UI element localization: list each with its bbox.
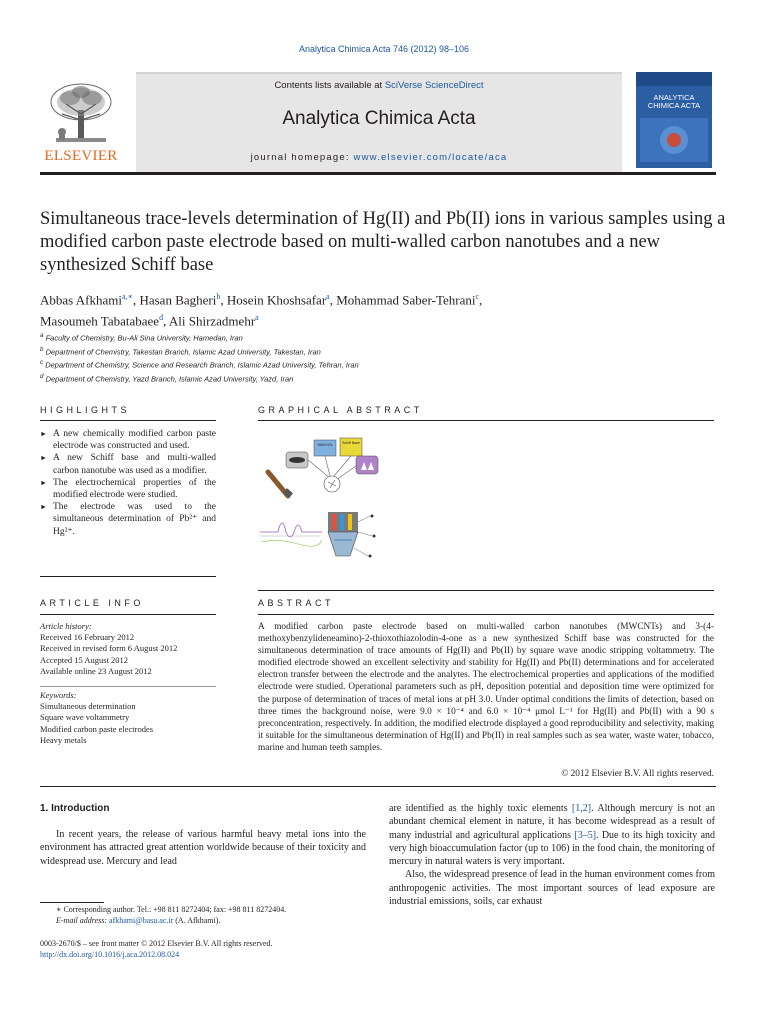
author-separator: , xyxy=(479,292,483,308)
homepage-prefix: journal homepage: xyxy=(250,152,354,163)
journal-homepage-link[interactable]: www.elsevier.com/locate/aca xyxy=(353,152,508,163)
keywords-title: Keywords: xyxy=(40,690,77,700)
author-separator: , xyxy=(163,313,169,329)
paragraph-text: . Due to its high toxicity and very high bioaccumulation factor (up to 106) in the food chain, the monitoring of mercury in natural waters is very important. xyxy=(389,829,716,868)
affiliation-key: c xyxy=(40,359,44,366)
author-affiliation-mark[interactable]: a xyxy=(255,313,259,323)
email-label: E-mail address: xyxy=(56,916,110,925)
reference-link[interactable]: [3–5] xyxy=(574,829,597,841)
author-affiliation-mark[interactable]: a,∗ xyxy=(121,292,133,301)
author-name: Mohammad Saber-Tehrani xyxy=(336,292,476,308)
abstract-text: A modified carbon paste electrode based on multi-walled carbon nanotubes (MWCNTs) and 3-(4-methoxybenzylideneamino)-2-thioxothiazolodin-4-one as a new synthesized Schiff base was constructed for the simultaneous determination of trace amounts of Hg(II) and Pb(II) by square wave anodic stripping voltammetry. The modified electrode showed an excellent selectivity and stability for Hg(II) and Pb(II) determinations and for accelerated electron transfer between the electrode and the analytes. The electrochemical properties and applications of the modified electrode were studied. Operational parameters such as pH, deposition potential and deposition time were optimized for the purpose of determination of traces of metal ions at pH 3.0. Under optimal conditions the limits of detection, based on three times the background noise, were 9.0 × 10⁻⁴ and 6.0 × 10⁻⁴ μmol L⁻¹ for Hg(II) and Pb(II) with a 90 s preconcentration, respectively. In addition, the modified electrode displayed a good reproducibility and selectivity, making it suitable for the simultaneous determination of Hg(II) and Pb(II) in real samples such as sea water, waste water, tobacco, marine and human teeth samples. xyxy=(258,622,715,753)
email-link[interactable]: afkhami@basu.ac.ir xyxy=(109,916,174,925)
article-history xyxy=(40,621,216,677)
contents-prefix: Contents lists available at xyxy=(274,80,385,91)
reference-link[interactable]: [1,2] xyxy=(571,803,592,814)
author-name: Hasan Bagheri xyxy=(139,292,217,308)
article-info-rule xyxy=(40,614,216,615)
affiliation-text: Department of Chemistry, Yazd Branch, Islamic Azad University, Yazd, Iran xyxy=(43,374,294,383)
keywords xyxy=(40,690,216,746)
abstract-bottom-rule xyxy=(40,786,716,787)
highlights-rule xyxy=(40,420,216,421)
article-info-heading: ARTICLE INFO xyxy=(40,598,144,608)
paragraph-text: . Although mercury is not an abundant chemical element in nature, it has become widespread as a result of many industrial and agricultural applications xyxy=(389,803,715,841)
contents-available-line xyxy=(136,80,622,91)
keyword-item: Modified carbon paste electrodes xyxy=(40,723,154,734)
email-line xyxy=(40,915,366,926)
keyword-item: Square wave voltammetry xyxy=(40,712,130,723)
history-entry: Received in revised form 6 August 2012 xyxy=(40,643,178,654)
author-name: Abbas Afkhami xyxy=(40,292,122,308)
highlights-list xyxy=(40,428,216,538)
affiliation-key: d xyxy=(40,372,44,380)
email-suffix: (A. Afkhami). xyxy=(173,916,221,925)
graphical-abstract-rule xyxy=(258,420,714,421)
paragraph-text: are identified as the highly toxic elements xyxy=(389,803,572,814)
affiliation-item xyxy=(40,344,720,358)
journal-homepage-line xyxy=(136,152,622,163)
abstract-heading: ABSTRACT xyxy=(258,598,335,608)
author-affiliation-mark[interactable]: a xyxy=(326,292,330,301)
highlights-bottom-rule xyxy=(40,576,216,577)
affiliation-text: Department of Chemistry, Science and Research Branch, Islamic Azad University, Tehran, Iran xyxy=(43,360,359,370)
front-matter-line: 0003-2670/$ – see front matter © 2012 Elsevier B.V. All rights reserved. xyxy=(40,939,273,948)
journal-cover-thumbnail xyxy=(636,72,712,168)
corresponding-author-footnote xyxy=(40,904,366,926)
highlights-heading: HIGHLIGHTS xyxy=(40,405,131,415)
author-name: Masoumeh Tabatabaee xyxy=(40,313,160,329)
author-affiliation-mark[interactable]: b xyxy=(216,292,221,301)
author-separator: , xyxy=(132,292,140,308)
affiliation-item xyxy=(40,330,720,344)
affiliation-item xyxy=(40,357,720,371)
author-affiliation-mark[interactable]: d xyxy=(159,313,164,323)
history-entry: Received 16 February 2012 xyxy=(40,632,135,643)
corresponding-author-line: ∗ Corresponding author. Tel.: +98 811 8272404; fax: +98 811 8272404. xyxy=(56,905,287,914)
graphical-abstract-figure xyxy=(258,432,388,580)
highlight-item: ► The electrochemical properties of the modified electrode were studied. xyxy=(40,477,216,501)
cover-title-line-2: CHIMICA ACTA xyxy=(647,101,701,110)
affiliation-key: a xyxy=(40,332,44,339)
author-separator: , xyxy=(329,292,337,308)
author-separator: , xyxy=(220,292,227,308)
abstract-rule xyxy=(258,614,714,615)
graphical-abstract-bottom-rule xyxy=(258,590,714,591)
journal-name: Analytica Chimica Acta xyxy=(282,108,476,129)
article-info-divider xyxy=(40,686,216,687)
footnote-rule xyxy=(40,902,104,903)
author-name: Hosein Khoshsafar xyxy=(226,292,327,308)
author-list xyxy=(40,288,720,331)
journal-citation[interactable]: Analytica Chimica Acta 746 (2012) 98–106 xyxy=(298,44,470,54)
history-entry: Accepted 15 August 2012 xyxy=(40,654,129,665)
affiliation-item xyxy=(40,371,720,385)
introduction-paragraph: Also, the widespread presence of lead in the human environment comes from anthropogenic activities. The most important sources of lead exposure are industrial emissions, soils, car exhaust xyxy=(389,869,715,908)
header-rule xyxy=(40,172,716,175)
author-name: Ali Shirzadmehr xyxy=(168,313,256,329)
keyword-item: Heavy metals xyxy=(40,734,87,745)
ga-box-label-schiff: Schiff Base xyxy=(342,441,360,445)
article-title: Simultaneous trace-levels determination of Hg(II) and Pb(II) ions in various samples using a modified carbon paste electrode based on multi-walled carbon nanotubes and a new synthesized Schiff base xyxy=(40,209,726,275)
article-history-title: Article history: xyxy=(40,621,92,631)
issn-block xyxy=(40,938,440,960)
sciencedirect-link[interactable]: SciVerse ScienceDirect xyxy=(384,80,484,91)
cover-title-line-1: ANALYTICA xyxy=(653,93,695,102)
copyright-notice: © 2012 Elsevier B.V. All rights reserved. xyxy=(561,769,714,779)
cover-title xyxy=(640,94,708,110)
affiliation-list xyxy=(40,330,720,384)
affiliation-text: Department of Chemistry, Takestan Branch, Islamic Azad University, Takestan, Iran xyxy=(43,347,321,356)
highlight-item: ► A new Schiff base and multi-walled carbon nanotube was used as a modifier. xyxy=(40,452,216,476)
ga-box-label-mwcnts: MWCNTs xyxy=(317,443,333,447)
introduction-heading: 1. Introduction xyxy=(40,803,110,814)
history-entry: Available online 23 August 2012 xyxy=(40,665,152,676)
doi-link[interactable]: http://dx.doi.org/10.1016/j.aca.2012.08.024 xyxy=(40,950,180,959)
introduction-left-column: In recent years, the release of various harmful heavy metal ions into the environment has attracted great attention worldwide because of their toxicity and widespread use. Mercury and lead xyxy=(40,829,366,867)
elsevier-wordmark: ELSEVIER xyxy=(44,148,118,164)
highlight-item: ► The electrode was used to the simultaneous determination of Pb²⁺ and Hg²⁺. xyxy=(40,501,216,538)
graphical-abstract-heading: GRAPHICAL ABSTRACT xyxy=(258,405,423,415)
introduction-right-column xyxy=(389,802,715,908)
author-affiliation-mark[interactable]: c xyxy=(475,292,480,301)
affiliation-key: b xyxy=(40,345,44,353)
affiliation-text: Faculty of Chemistry, Bu-Ali Sina University, Hamedan, Iran xyxy=(43,333,243,343)
keyword-item: Simultaneous determination xyxy=(40,701,136,712)
introduction-paragraph xyxy=(389,802,715,868)
highlight-item: ► A new chemically modified carbon paste electrode was constructed and used. xyxy=(40,428,216,452)
